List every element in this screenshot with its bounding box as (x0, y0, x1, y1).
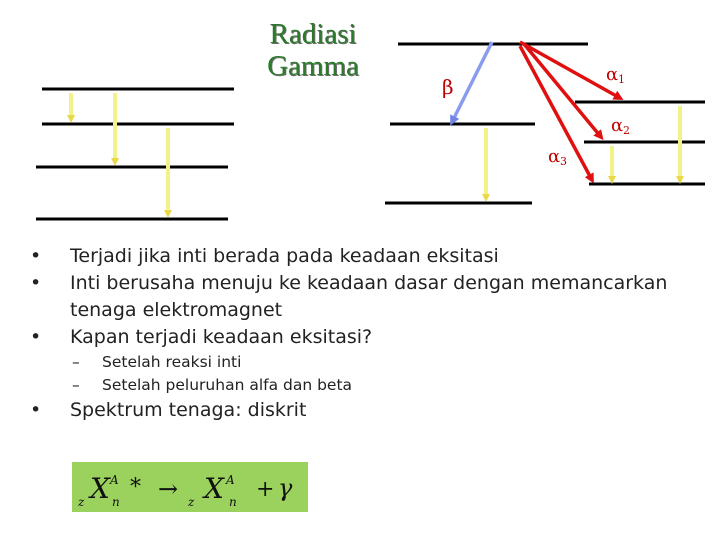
bullet-item: • Kapan terjadi keadaan eksitasi? (28, 324, 688, 351)
formula-a-left: A (110, 473, 119, 487)
alpha1-decay-arrow (520, 42, 620, 98)
alpha3-subscript: 3 (560, 155, 567, 168)
formula-a-right: A (226, 473, 235, 487)
formula-x-left: X (90, 472, 110, 505)
title-line-2: Gamma (267, 50, 359, 82)
alpha2-subscript: 2 (623, 124, 630, 137)
formula-n-right: n (229, 495, 237, 509)
formula-star: * (130, 475, 141, 500)
bullet-item: • Inti berusaha menuju ke keadaan dasar dengan memancarkan tenaga elektromagnet (28, 270, 688, 324)
alpha3-label: α (548, 146, 561, 167)
energy-level-diagram (0, 0, 720, 230)
formula-z-right: z (188, 495, 195, 509)
bullet-item: • Spektrum tenaga: diskrit (28, 397, 688, 424)
beta-daughter-levels (385, 124, 535, 203)
alpha-daughter-levels (575, 102, 705, 184)
gamma-decay-equation (72, 462, 308, 512)
left-gamma-transitions (71, 93, 168, 214)
beta-decay-arrow (452, 42, 492, 122)
formula-z-left: z (78, 495, 85, 509)
bullet-list (28, 243, 688, 424)
formula-arrow: → (158, 475, 179, 503)
formula-gamma: γ (278, 474, 293, 502)
sub-bullet-item: – Setelah reaksi inti (28, 351, 688, 374)
title-line-1: Radiasi (269, 18, 357, 50)
formula-x-right: X (204, 472, 224, 505)
beta-label: β (442, 75, 454, 99)
bullet-item: • Terjadi jika inti berada pada keadaan eksitasi (28, 243, 688, 270)
alpha1-label: α (606, 64, 619, 85)
formula-plus: + (256, 477, 275, 502)
formula-n-left: n (112, 495, 120, 509)
alpha2-label: α (611, 115, 624, 136)
sub-bullet-item: – Setelah peluruhan alfa dan beta (28, 374, 688, 397)
alpha1-subscript: 1 (618, 73, 625, 86)
left-level-group (36, 89, 234, 219)
